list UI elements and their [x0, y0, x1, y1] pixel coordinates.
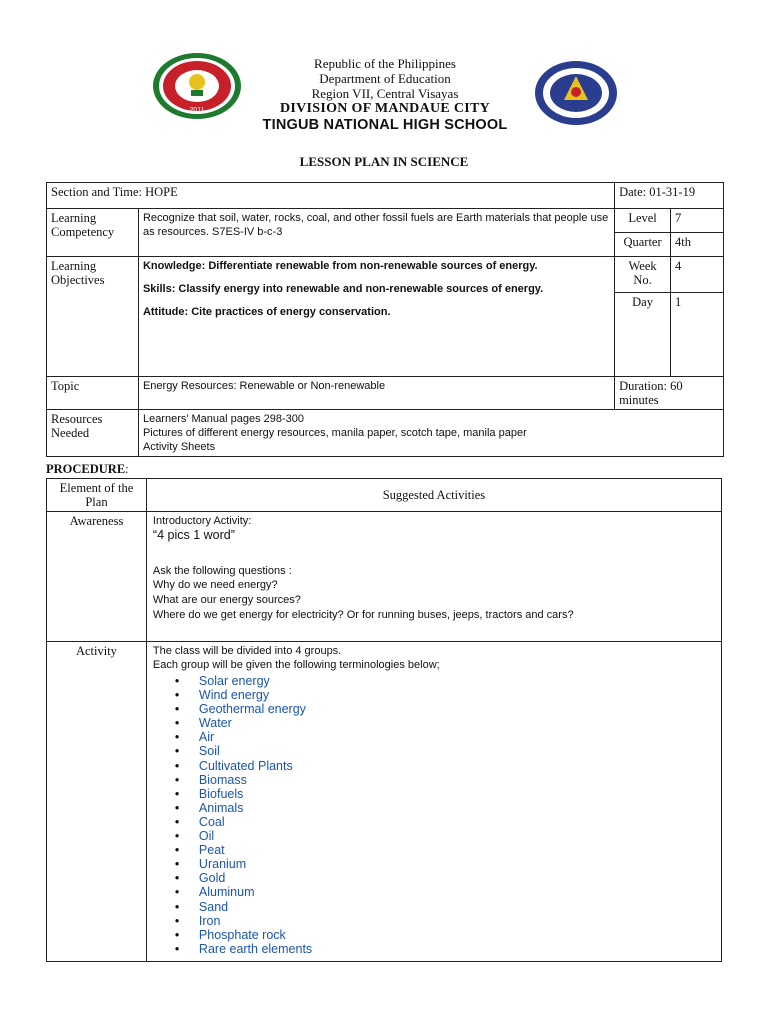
objective-attitude: Attitude: Cite practices of energy conservation. — [142, 306, 391, 318]
seal-year: 2011 — [189, 107, 205, 114]
list-item[interactable]: • Wind energy — [153, 688, 717, 702]
list-item[interactable]: • Biomass — [153, 773, 717, 787]
column-header-element: Element of the Plan — [47, 479, 147, 512]
topic-text: Energy Resources: Renewable or Non-renewable — [138, 377, 614, 410]
date-cell: Date: 01-31-19 — [615, 183, 724, 209]
list-item[interactable]: • Cultivated Plants — [153, 759, 717, 773]
topic-label: Topic — [47, 377, 139, 410]
awareness-cell — [146, 512, 721, 642]
list-item[interactable]: • Aluminum — [153, 885, 717, 899]
day-value: 1 — [671, 293, 724, 377]
awareness-label: Awareness — [47, 512, 147, 642]
letterhead-region: Region VII, Central Visayas — [311, 86, 459, 101]
list-item[interactable]: • Air — [153, 730, 717, 744]
awareness-intro: Introductory Activity: — [152, 515, 252, 527]
awareness-question-3: Where do we get energy for electricity? Or for running buses, jeeps, tractors and cars? — [152, 609, 574, 621]
list-item[interactable]: • Biofuels — [153, 787, 717, 801]
level-label: Level — [615, 209, 671, 233]
list-item[interactable]: • Iron — [153, 914, 717, 928]
objective-skills: Skills: Classify energy into renewable and non-renewable sources of energy. — [142, 283, 544, 295]
list-item[interactable]: • Soil — [153, 744, 717, 758]
list-item[interactable]: • Rare earth elements — [153, 942, 717, 956]
list-item[interactable]: • Oil — [153, 829, 717, 843]
procedure-heading: PROCEDURE: — [46, 462, 129, 476]
objective-knowledge: Knowledge: Differentiate renewable from non-renewable sources of energy. — [142, 260, 538, 272]
activity-line-1: The class will be divided into 4 groups. — [152, 645, 342, 657]
list-item[interactable]: • Sand — [153, 900, 717, 914]
section-time-cell: Section and Time: HOPE — [47, 183, 615, 209]
letterhead-department: Department of Education — [319, 71, 451, 86]
objectives-cell — [138, 257, 614, 377]
resources-line-3: Activity Sheets — [142, 441, 216, 453]
resources-cell — [138, 410, 723, 457]
list-item[interactable]: • Water — [153, 716, 717, 730]
list-item[interactable]: • Coal — [153, 815, 717, 829]
list-item[interactable]: • Uranium — [153, 857, 717, 871]
school-seal-logo — [152, 52, 242, 120]
competency-label: Learning Competency — [47, 209, 139, 257]
level-value: 7 — [671, 209, 724, 233]
list-item[interactable]: • Peat — [153, 843, 717, 857]
list-item[interactable]: • Solar energy — [153, 674, 717, 688]
letterhead-school: TINGUB NATIONAL HIGH SCHOOL — [262, 117, 508, 133]
awareness-question-1: Why do we need energy? — [152, 579, 278, 591]
letterhead-division: DIVISION OF MANDAUE CITY — [279, 101, 491, 116]
resources-line-2: Pictures of different energy resources, manila paper, scotch tape, manila paper — [142, 427, 527, 439]
competency-text: Recognize that soil, water, rocks, coal, and other fossil fuels are Earth materials that people use as resources. S7ES-IV b-c-3 — [138, 209, 614, 257]
column-header-activities: Suggested Activities — [146, 479, 721, 512]
list-item[interactable]: • Gold — [153, 871, 717, 885]
resources-line-1: Learners’ Manual pages 298-300 — [142, 413, 304, 425]
procedure-table — [46, 478, 722, 962]
deped-seal-logo — [534, 60, 618, 126]
activity-label: Activity — [47, 642, 147, 962]
quarter-label: Quarter — [615, 233, 671, 257]
list-item[interactable]: • Geothermal energy — [153, 702, 717, 716]
objectives-label: Learning Objectives — [47, 257, 139, 377]
duration-cell: Duration: 60 minutes — [615, 377, 724, 410]
letterhead-republic: Republic of the Philippines — [314, 56, 456, 71]
week-value: 4 — [671, 257, 724, 293]
week-label: Week No. — [615, 257, 671, 293]
awareness-ask: Ask the following questions : — [152, 565, 292, 577]
letterhead — [230, 56, 540, 134]
day-label: Day — [615, 293, 671, 377]
terminology-list — [153, 674, 717, 956]
activity-cell — [146, 642, 721, 962]
page-title: LESSON PLAN IN SCIENCE — [299, 154, 469, 169]
awareness-game: “4 pics 1 word” — [152, 528, 235, 542]
list-item[interactable]: • Animals — [153, 801, 717, 815]
list-item[interactable]: • Phosphate rock — [153, 928, 717, 942]
awareness-question-2: What are our energy sources? — [152, 594, 301, 606]
lesson-info-table — [46, 182, 724, 457]
quarter-value: 4th — [671, 233, 724, 257]
activity-line-2: Each group will be given the following terminologies below; — [152, 659, 440, 671]
resources-label: Resources Needed — [47, 410, 139, 457]
